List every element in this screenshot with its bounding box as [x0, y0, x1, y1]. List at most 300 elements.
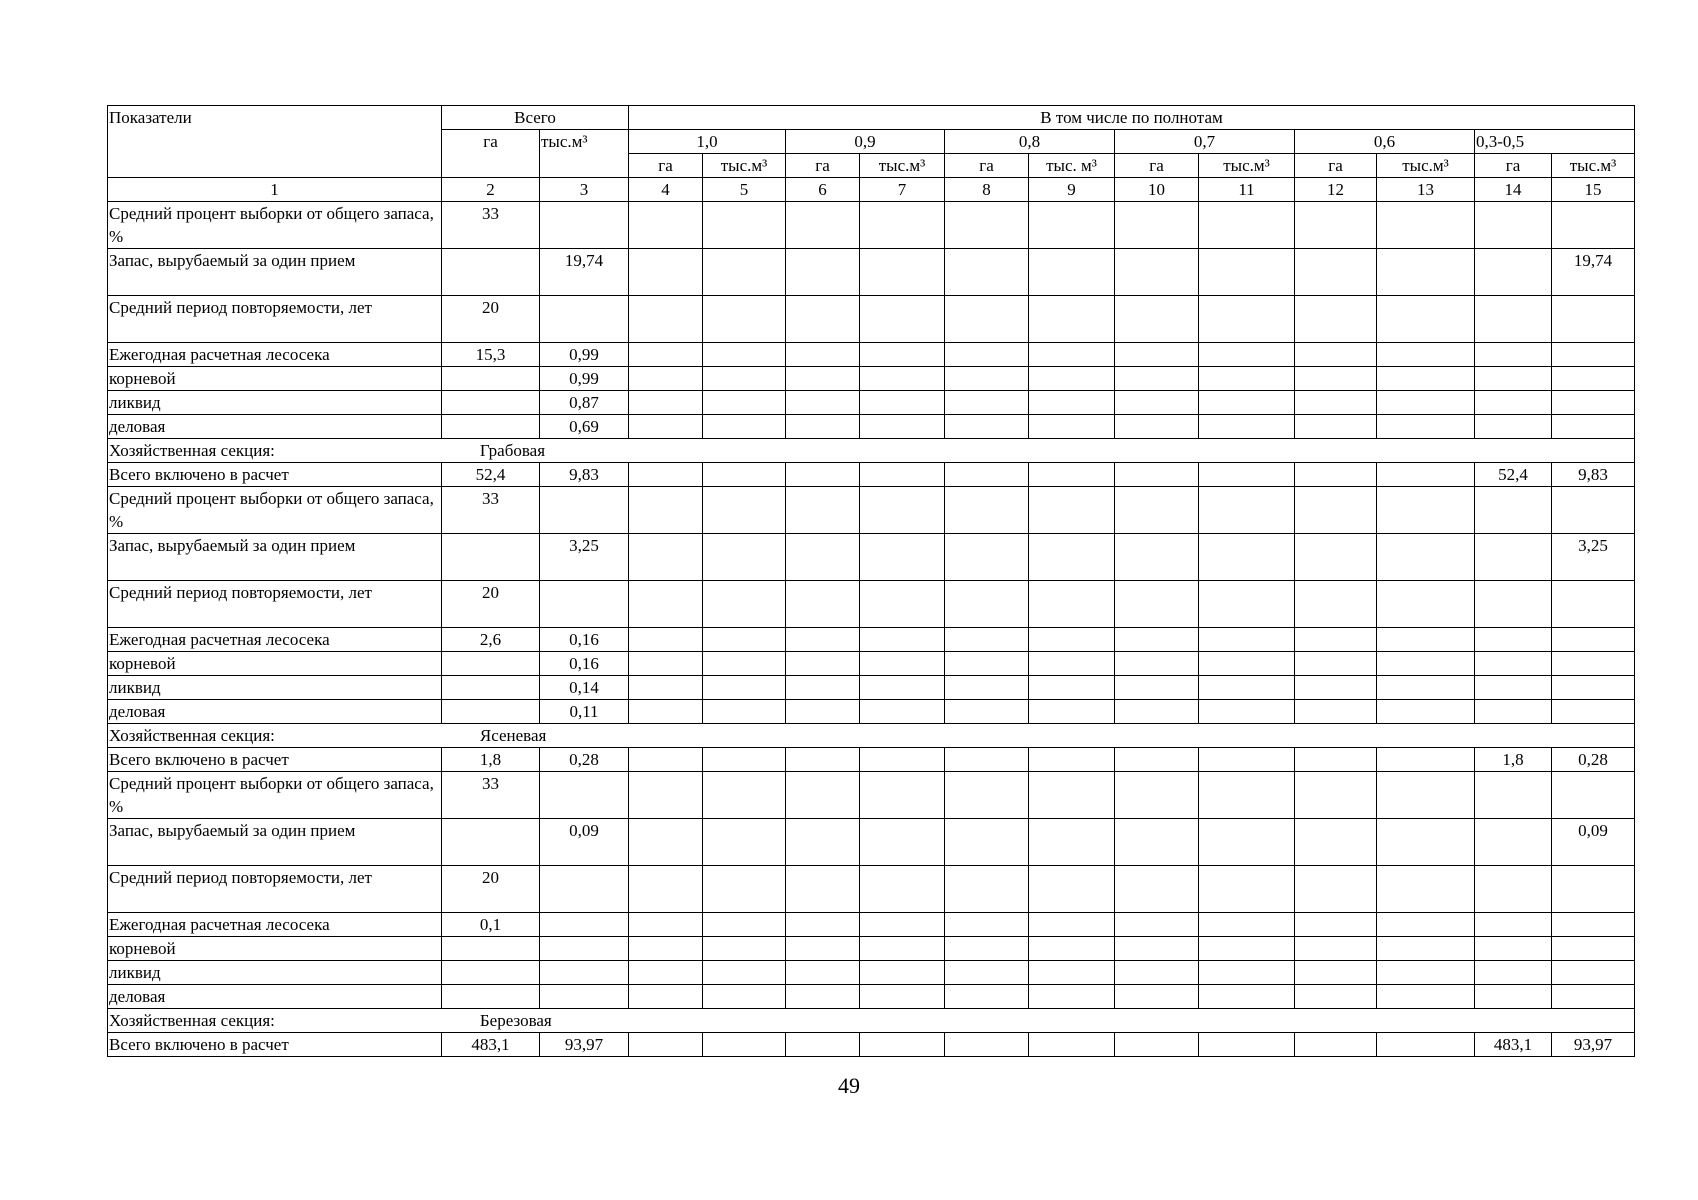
table-cell — [703, 913, 786, 937]
header-total-ha: га — [442, 130, 540, 178]
table-cell — [1199, 415, 1295, 439]
table-cell: 1,8 — [1475, 748, 1552, 772]
section-heading — [108, 1009, 1635, 1033]
subheader-volume: тыс.м³ — [1199, 154, 1295, 178]
table-cell — [1552, 913, 1635, 937]
table-cell — [703, 487, 786, 534]
table-cell — [1029, 985, 1115, 1009]
table-cell — [1199, 487, 1295, 534]
table-cell — [1029, 772, 1115, 819]
table-cell: 0,11 — [540, 700, 629, 724]
table-cell — [1115, 367, 1199, 391]
table-cell — [1377, 296, 1475, 343]
table-cell — [1295, 700, 1377, 724]
table-cell: 20 — [442, 866, 540, 913]
table-cell — [540, 866, 629, 913]
subheader-ha: га — [1475, 154, 1552, 178]
table-row — [108, 249, 1635, 296]
table-cell: 0,99 — [540, 367, 629, 391]
table-cell — [629, 628, 703, 652]
table-cell — [1115, 748, 1199, 772]
row-label: ликвид — [108, 676, 442, 700]
table-cell — [1475, 772, 1552, 819]
table-cell — [1115, 487, 1199, 534]
table-cell — [786, 415, 860, 439]
subheader-ha: га — [629, 154, 703, 178]
table-cell — [860, 961, 945, 985]
table-cell — [860, 391, 945, 415]
table-cell: 93,97 — [540, 1033, 629, 1057]
table-cell — [1115, 534, 1199, 581]
table-cell — [945, 249, 1029, 296]
column-number: 2 — [442, 178, 540, 202]
table-cell — [1295, 913, 1377, 937]
table-cell — [945, 581, 1029, 628]
table-cell — [1552, 652, 1635, 676]
table-cell — [1377, 628, 1475, 652]
table-cell — [860, 367, 945, 391]
table-cell — [945, 628, 1029, 652]
table-cell — [860, 772, 945, 819]
column-number: 15 — [1552, 178, 1635, 202]
row-label: ликвид — [108, 391, 442, 415]
table-cell — [860, 249, 945, 296]
table-cell — [703, 391, 786, 415]
table-cell — [1475, 819, 1552, 866]
table-cell — [1029, 628, 1115, 652]
table-cell — [629, 463, 703, 487]
table-cell — [1199, 343, 1295, 367]
table-cell — [1115, 913, 1199, 937]
column-number: 1 — [108, 178, 442, 202]
table-cell — [703, 676, 786, 700]
table-row — [108, 534, 1635, 581]
table-cell — [786, 1033, 860, 1057]
table-cell — [1115, 676, 1199, 700]
table-cell — [945, 296, 1029, 343]
row-label: деловая — [108, 700, 442, 724]
table-cell — [1115, 415, 1199, 439]
table-cell — [442, 391, 540, 415]
table-cell — [1199, 652, 1295, 676]
table-cell — [442, 676, 540, 700]
table-cell — [860, 652, 945, 676]
row-label: корневой — [108, 652, 442, 676]
table-row — [108, 415, 1635, 439]
table-cell — [1552, 415, 1635, 439]
subheader-ha: га — [1295, 154, 1377, 178]
subheader-ha: га — [945, 154, 1029, 178]
table-cell — [1029, 534, 1115, 581]
table-cell — [442, 367, 540, 391]
table-cell — [1029, 866, 1115, 913]
table-cell — [1377, 202, 1475, 249]
header-density-2: 0,9 — [786, 130, 945, 154]
table-cell — [629, 748, 703, 772]
table-cell: 0,1 — [442, 913, 540, 937]
table-cell — [1295, 463, 1377, 487]
table-cell — [1377, 819, 1475, 866]
table-cell — [1115, 866, 1199, 913]
table-cell — [945, 819, 1029, 866]
table-cell — [629, 1033, 703, 1057]
table-row — [108, 676, 1635, 700]
table-cell — [1115, 937, 1199, 961]
table-cell — [629, 961, 703, 985]
table-row — [108, 367, 1635, 391]
table-cell — [786, 985, 860, 1009]
table-cell — [945, 772, 1029, 819]
table-cell — [1199, 913, 1295, 937]
table-cell — [703, 628, 786, 652]
table-cell — [1029, 296, 1115, 343]
table-cell — [1552, 367, 1635, 391]
table-cell: 3,25 — [1552, 534, 1635, 581]
table-cell — [945, 463, 1029, 487]
table-cell — [786, 534, 860, 581]
table-cell — [1475, 628, 1552, 652]
table-cell: 9,83 — [1552, 463, 1635, 487]
table-cell: 0,16 — [540, 628, 629, 652]
table-header — [108, 106, 1635, 202]
table-cell — [1377, 1033, 1475, 1057]
row-label: Средний период повторяемости, лет — [108, 866, 442, 913]
table-cell — [629, 343, 703, 367]
table-cell: 0,28 — [1552, 748, 1635, 772]
column-number: 13 — [1377, 178, 1475, 202]
table-row — [108, 700, 1635, 724]
table-cell — [629, 913, 703, 937]
table-cell — [860, 202, 945, 249]
table-cell — [1475, 961, 1552, 985]
table-cell — [1115, 772, 1199, 819]
forest-table — [107, 105, 1635, 1057]
table-cell — [1295, 343, 1377, 367]
table-cell — [1199, 748, 1295, 772]
table-cell — [786, 581, 860, 628]
table-cell — [1295, 937, 1377, 961]
table-cell — [442, 534, 540, 581]
table-cell — [1552, 581, 1635, 628]
header-total: Всего — [442, 106, 629, 130]
table-cell — [629, 937, 703, 961]
row-label: ликвид — [108, 961, 442, 985]
table-cell — [703, 534, 786, 581]
row-label: Всего включено в расчет — [108, 1033, 442, 1057]
header-density-4: 0,7 — [1115, 130, 1295, 154]
table-cell — [860, 700, 945, 724]
section-heading — [108, 724, 1635, 748]
table-cell — [1295, 534, 1377, 581]
table-cell — [860, 866, 945, 913]
table-cell — [860, 748, 945, 772]
table-cell: 52,4 — [1475, 463, 1552, 487]
table-cell — [1295, 866, 1377, 913]
table-cell — [945, 961, 1029, 985]
table-row — [108, 1033, 1635, 1057]
table-cell: 0,99 — [540, 343, 629, 367]
subheader-volume: тыс.м³ — [1552, 154, 1635, 178]
table-cell — [1377, 415, 1475, 439]
table-cell — [860, 628, 945, 652]
table-cell — [629, 819, 703, 866]
table-cell: 483,1 — [1475, 1033, 1552, 1057]
table-cell — [629, 985, 703, 1009]
table-cell — [786, 487, 860, 534]
table-cell — [1115, 463, 1199, 487]
table-cell — [860, 581, 945, 628]
table-cell — [786, 748, 860, 772]
table-cell: 20 — [442, 296, 540, 343]
table-cell — [860, 937, 945, 961]
table-cell — [442, 961, 540, 985]
table-cell: 19,74 — [540, 249, 629, 296]
table-cell — [1475, 367, 1552, 391]
table-cell — [786, 913, 860, 937]
table-cell — [1199, 391, 1295, 415]
table-cell — [703, 343, 786, 367]
table-cell — [629, 866, 703, 913]
table-cell — [1377, 534, 1475, 581]
section-heading — [108, 439, 1635, 463]
table-row — [108, 772, 1635, 819]
table-cell — [1377, 463, 1475, 487]
table-cell — [703, 367, 786, 391]
table-cell — [860, 343, 945, 367]
table-cell — [786, 463, 860, 487]
table-cell — [1115, 581, 1199, 628]
table-cell — [629, 676, 703, 700]
table-cell — [703, 581, 786, 628]
table-cell — [1199, 249, 1295, 296]
table-cell — [1475, 985, 1552, 1009]
header-density-5: 0,6 — [1295, 130, 1475, 154]
table-cell — [786, 937, 860, 961]
table-cell — [1475, 913, 1552, 937]
table-cell: 33 — [442, 487, 540, 534]
table-cell — [945, 487, 1029, 534]
table-cell — [945, 866, 1029, 913]
table-cell: 15,3 — [442, 343, 540, 367]
table-cell — [1552, 961, 1635, 985]
table-cell — [945, 415, 1029, 439]
subheader-ha: га — [786, 154, 860, 178]
table-cell — [1029, 748, 1115, 772]
table-cell — [1029, 937, 1115, 961]
table-cell: 0,16 — [540, 652, 629, 676]
table-cell — [1377, 367, 1475, 391]
table-cell — [1115, 391, 1199, 415]
table-cell — [1199, 819, 1295, 866]
page-number: 49 — [838, 1073, 860, 1098]
table-cell — [1199, 866, 1295, 913]
table-cell — [1295, 581, 1377, 628]
table-cell — [786, 772, 860, 819]
table-cell — [1199, 581, 1295, 628]
table-cell — [786, 676, 860, 700]
subheader-ha: га — [1115, 154, 1199, 178]
table-cell — [1295, 487, 1377, 534]
table-cell — [1475, 534, 1552, 581]
table-cell: 93,97 — [1552, 1033, 1635, 1057]
table-cell — [703, 937, 786, 961]
table-row — [108, 866, 1635, 913]
table-cell — [1029, 700, 1115, 724]
table-row — [108, 819, 1635, 866]
table-cell — [442, 249, 540, 296]
table-cell — [703, 985, 786, 1009]
table-cell — [1295, 391, 1377, 415]
table-cell: 52,4 — [442, 463, 540, 487]
table-row — [108, 985, 1635, 1009]
table-cell — [1475, 202, 1552, 249]
row-label: деловая — [108, 985, 442, 1009]
table-cell — [1295, 628, 1377, 652]
table-row — [108, 463, 1635, 487]
table-cell — [1295, 652, 1377, 676]
table-cell — [703, 748, 786, 772]
table-cell — [945, 748, 1029, 772]
table-cell — [629, 652, 703, 676]
table-cell — [1029, 913, 1115, 937]
table-cell — [1029, 676, 1115, 700]
table-cell — [1475, 652, 1552, 676]
table-cell — [860, 819, 945, 866]
row-label: Ежегодная расчетная лесосека — [108, 343, 442, 367]
table-cell — [703, 202, 786, 249]
table-cell — [1377, 676, 1475, 700]
table-cell — [629, 772, 703, 819]
table-row — [108, 913, 1635, 937]
table-cell — [945, 534, 1029, 581]
column-number: 5 — [703, 178, 786, 202]
table-cell — [1552, 772, 1635, 819]
table-cell — [629, 534, 703, 581]
table-cell — [786, 367, 860, 391]
table-cell — [703, 700, 786, 724]
subheader-volume: тыс.м³ — [703, 154, 786, 178]
table-cell — [1552, 628, 1635, 652]
table-cell — [945, 652, 1029, 676]
table-cell — [1475, 487, 1552, 534]
table-cell — [1295, 819, 1377, 866]
table-cell — [540, 296, 629, 343]
table-cell — [1377, 937, 1475, 961]
table-cell — [1295, 676, 1377, 700]
section-row — [108, 1009, 1635, 1033]
table-cell: 2,6 — [442, 628, 540, 652]
table-row — [108, 391, 1635, 415]
table-cell — [1199, 534, 1295, 581]
table-cell — [1552, 700, 1635, 724]
section-name: Грабовая — [479, 441, 546, 460]
column-number: 3 — [540, 178, 629, 202]
table-cell: 1,8 — [442, 748, 540, 772]
table-cell — [786, 343, 860, 367]
table-cell — [1115, 628, 1199, 652]
table-cell — [1199, 985, 1295, 1009]
table-cell — [860, 1033, 945, 1057]
table-cell — [945, 913, 1029, 937]
table-cell — [1377, 748, 1475, 772]
row-label: деловая — [108, 415, 442, 439]
table-cell: 33 — [442, 202, 540, 249]
table-cell — [1552, 937, 1635, 961]
table-row — [108, 202, 1635, 249]
table-cell — [1295, 202, 1377, 249]
table-cell — [540, 961, 629, 985]
table-cell — [1199, 772, 1295, 819]
table-cell — [1029, 652, 1115, 676]
table-cell — [442, 415, 540, 439]
table-cell — [703, 866, 786, 913]
table-cell: 0,69 — [540, 415, 629, 439]
table-cell — [1552, 676, 1635, 700]
table-cell — [1552, 487, 1635, 534]
table-cell — [1475, 391, 1552, 415]
table-row — [108, 748, 1635, 772]
table-cell — [1199, 937, 1295, 961]
table-cell — [945, 1033, 1029, 1057]
row-label: Средний процент выборки от общего запаса, % — [108, 487, 442, 534]
table-cell — [1475, 415, 1552, 439]
subheader-volume: тыс.м³ — [860, 154, 945, 178]
table-cell — [786, 652, 860, 676]
table-cell — [786, 866, 860, 913]
table-cell — [703, 249, 786, 296]
column-number: 12 — [1295, 178, 1377, 202]
header-total-volume: тыс.м³ — [540, 130, 629, 178]
row-label: Запас, вырубаемый за один прием — [108, 249, 442, 296]
table-cell — [1199, 202, 1295, 249]
table-cell — [945, 391, 1029, 415]
table-cell — [1475, 676, 1552, 700]
header-density-1: 1,0 — [629, 130, 786, 154]
row-label: Запас, вырубаемый за один прием — [108, 534, 442, 581]
column-number: 10 — [1115, 178, 1199, 202]
table-cell — [1552, 202, 1635, 249]
table-cell — [1377, 985, 1475, 1009]
column-number: 7 — [860, 178, 945, 202]
subheader-volume: тыс. м³ — [1029, 154, 1115, 178]
table-cell — [1377, 866, 1475, 913]
table-cell — [1199, 961, 1295, 985]
row-label: Средний процент выборки от общего запаса, % — [108, 202, 442, 249]
table-cell — [1475, 700, 1552, 724]
table-cell — [860, 296, 945, 343]
table-cell — [629, 202, 703, 249]
column-number: 14 — [1475, 178, 1552, 202]
table-cell — [442, 700, 540, 724]
row-label: Запас, вырубаемый за один прием — [108, 819, 442, 866]
table-cell — [945, 343, 1029, 367]
table-cell — [703, 961, 786, 985]
table-cell — [1295, 985, 1377, 1009]
table-cell — [703, 296, 786, 343]
table-cell — [1552, 866, 1635, 913]
section-name: Ясеневая — [479, 726, 547, 745]
row-label: Средний период повторяемости, лет — [108, 581, 442, 628]
table-cell — [945, 937, 1029, 961]
table-cell — [1295, 748, 1377, 772]
table-cell — [1115, 1033, 1199, 1057]
column-number: 4 — [629, 178, 703, 202]
table-cell — [1295, 415, 1377, 439]
table-cell — [1115, 202, 1199, 249]
table-cell — [1475, 937, 1552, 961]
table-cell — [1295, 1033, 1377, 1057]
row-label: Ежегодная расчетная лесосека — [108, 628, 442, 652]
